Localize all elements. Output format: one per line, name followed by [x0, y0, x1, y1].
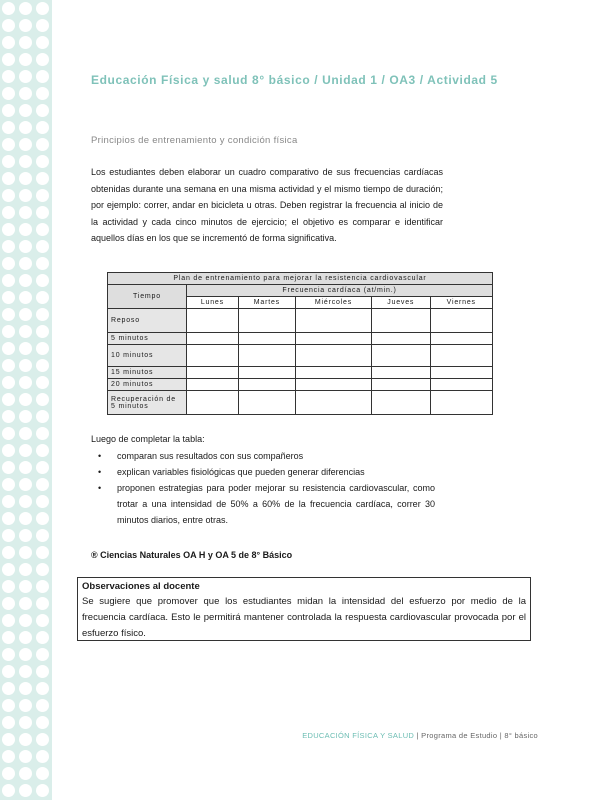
- table-row: [108, 333, 493, 345]
- list-item: [91, 448, 435, 464]
- list-item-text: explican variables fisiológicas que pueden generar diferencias: [117, 467, 365, 477]
- table-cell: [430, 345, 493, 367]
- table-cell: [371, 391, 430, 415]
- table-cell: [295, 367, 371, 379]
- decorative-dot: [2, 750, 15, 763]
- footer-separator: |: [499, 731, 502, 740]
- table-cell: [430, 333, 493, 345]
- decorative-dot: [2, 240, 15, 253]
- intro-paragraph: Los estudiantes deben elaborar un cuadro comparativo de sus frecuencias cardíacas obtenidas durante una semana en una misma actividad y el mismo tiempo de duración; por ejemplo: correr, andar en bicicleta u otras. Deben registrar la frecuencia al inicio de la actividad y cada cinco minutos de ejercicio; el objetivo es comparar e identificar aquellos días en los que se incrementó de forma significativa.: [91, 167, 443, 243]
- decorative-dot: [36, 138, 49, 151]
- decorative-dot: [19, 631, 32, 644]
- decorative-dot: [2, 733, 15, 746]
- decorative-dot: [19, 614, 32, 627]
- table-cell: [295, 379, 371, 391]
- decorative-dot: [36, 359, 49, 372]
- decorative-dot: [36, 784, 49, 797]
- column-header-day: Lunes: [187, 297, 239, 309]
- decorative-dot: [36, 410, 49, 423]
- decorative-dot: [2, 2, 15, 15]
- decorative-dot: [2, 53, 15, 66]
- decorative-dot: [36, 495, 49, 508]
- decorative-dot: [2, 359, 15, 372]
- decorative-dot: [19, 580, 32, 593]
- decorative-dot: [36, 546, 49, 559]
- decorative-dot: [2, 87, 15, 100]
- decorative-dot: [36, 529, 49, 542]
- decorative-dot: [36, 70, 49, 83]
- decorative-dot: [19, 444, 32, 457]
- table-cell: [371, 379, 430, 391]
- decorative-dot: [36, 563, 49, 576]
- decorative-dot: [2, 529, 15, 542]
- decorative-dot: [19, 206, 32, 219]
- decorative-dot: [2, 580, 15, 593]
- decorative-dot: [19, 682, 32, 695]
- decorative-dot: [19, 121, 32, 134]
- after-table-list: [91, 448, 435, 528]
- decorative-dot: [2, 257, 15, 270]
- decorative-dot: [2, 546, 15, 559]
- observations-title: Observaciones al docente: [82, 581, 200, 592]
- decorative-dot: [36, 376, 49, 389]
- decorative-dot: [2, 767, 15, 780]
- column-header-day: Viernes: [430, 297, 493, 309]
- decorative-dot: [19, 597, 32, 610]
- column-header-day: Martes: [238, 297, 295, 309]
- decorative-dot: [36, 121, 49, 134]
- decorative-dot: [2, 36, 15, 49]
- decorative-dot: [2, 512, 15, 525]
- table-cell: [187, 379, 239, 391]
- decorative-dot: [19, 155, 32, 168]
- decorative-dot: [2, 444, 15, 457]
- decorative-dot: [2, 138, 15, 151]
- decorative-dot: [19, 478, 32, 491]
- table-row: [108, 309, 493, 333]
- table-cell: [295, 309, 371, 333]
- decorative-dot: [2, 648, 15, 661]
- decorative-dot: [36, 648, 49, 661]
- decorative-dot: [36, 767, 49, 780]
- decorative-dot: [2, 155, 15, 168]
- bullet-icon: •: [98, 451, 102, 461]
- bullet-icon: •: [98, 467, 102, 477]
- footer-grade: 8° básico: [504, 731, 538, 740]
- decorative-dot: [36, 189, 49, 202]
- table-title: Plan de entrenamiento para mejorar la resistencia cardiovascular: [108, 273, 493, 285]
- decorative-dot: [19, 495, 32, 508]
- decorative-dot: [19, 172, 32, 185]
- column-header-day: Miércoles: [295, 297, 371, 309]
- decorative-dot: [2, 274, 15, 287]
- decorative-dot: [19, 563, 32, 576]
- teacher-observations-box: [77, 577, 531, 641]
- decorative-dot: [2, 427, 15, 440]
- footer-subject: EDUCACIÓN FÍSICA Y SALUD: [302, 731, 415, 740]
- decorative-dot: [2, 104, 15, 117]
- decorative-dot: [36, 631, 49, 644]
- decorative-dot: [2, 291, 15, 304]
- decorative-dot: [36, 36, 49, 49]
- list-item-text: comparan sus resultados con sus compañeros: [117, 451, 304, 461]
- table-cell: [238, 391, 295, 415]
- section-title: Principios de entrenamiento y condición física: [91, 135, 298, 146]
- decorative-dot: [19, 2, 32, 15]
- decorative-dot: [19, 546, 32, 559]
- cross-reference-note: ® Ciencias Naturales OA H y OA 5 de 8° Básico: [91, 550, 293, 560]
- table-row: [108, 379, 493, 391]
- decorative-dot: [36, 733, 49, 746]
- decorative-dot: [19, 189, 32, 202]
- table-cell: [187, 391, 239, 415]
- decorative-dot: [19, 512, 32, 525]
- decorative-dot: [36, 614, 49, 627]
- decorative-dot: [2, 597, 15, 610]
- decorative-dot: [2, 172, 15, 185]
- decorative-dot: [36, 2, 49, 15]
- table-cell: [238, 379, 295, 391]
- decorative-dot: [19, 767, 32, 780]
- decorative-dot: [36, 19, 49, 32]
- decorative-dot: [19, 257, 32, 270]
- decorative-dot: [36, 682, 49, 695]
- column-header-heart-rate: Frecuencia cardíaca (at/min.): [187, 285, 493, 297]
- decorative-dot: [36, 342, 49, 355]
- row-label: 15 minutos: [108, 367, 187, 379]
- decorative-dot: [36, 274, 49, 287]
- decorative-dot: [19, 427, 32, 440]
- table-row: [108, 367, 493, 379]
- decorative-dot: [36, 597, 49, 610]
- decorative-dot: [36, 291, 49, 304]
- table-cell: [371, 309, 430, 333]
- decorative-dot: [19, 87, 32, 100]
- decorative-dot: [2, 563, 15, 576]
- decorative-dot: [19, 376, 32, 389]
- page-footer: [302, 731, 538, 740]
- decorative-dot: [2, 631, 15, 644]
- decorative-dot: [19, 223, 32, 236]
- decorative-dot: [36, 325, 49, 338]
- decorative-dot: [19, 53, 32, 66]
- decorative-dot: [36, 240, 49, 253]
- decorative-dot: [36, 172, 49, 185]
- row-label: 20 minutos: [108, 379, 187, 391]
- decorative-dot: [19, 784, 32, 797]
- decorative-dot: [19, 648, 32, 661]
- decorative-dot: [19, 70, 32, 83]
- decorative-dot: [2, 784, 15, 797]
- decorative-dot: [2, 410, 15, 423]
- column-header-time: Tiempo: [108, 285, 187, 309]
- decorative-dot: [36, 512, 49, 525]
- decorative-dot: [19, 716, 32, 729]
- decorative-dot: [2, 206, 15, 219]
- decorative-dot: [36, 478, 49, 491]
- decorative-dot: [19, 325, 32, 338]
- decorative-dot: [36, 580, 49, 593]
- table-cell: [295, 333, 371, 345]
- table-cell: [430, 379, 493, 391]
- bullet-icon: •: [98, 483, 102, 493]
- decorative-dot: [36, 155, 49, 168]
- decorative-dot: [19, 19, 32, 32]
- page-header: Educación Física y salud 8° básico / Unidad 1 / OA3 / Actividad 5: [91, 73, 498, 87]
- table-cell: [238, 333, 295, 345]
- decorative-dot: [2, 495, 15, 508]
- decorative-dot: [2, 325, 15, 338]
- decorative-dot: [19, 410, 32, 423]
- row-label: Reposo: [108, 309, 187, 333]
- decorative-dot: [36, 750, 49, 763]
- decorative-dot: [19, 308, 32, 321]
- list-item-text: proponen estrategias para poder mejorar su resistencia cardiovascular, como trotar a una intensidad de 50% a 60% de la frecuencia cardíaca, correr 30 minutos diarios, entre otras.: [117, 483, 435, 525]
- decorative-dot: [19, 699, 32, 712]
- decorative-dot: [19, 665, 32, 678]
- table-cell: [187, 367, 239, 379]
- decorative-dot: [19, 36, 32, 49]
- row-label: Recuperación de 5 minutos: [108, 391, 187, 415]
- decorative-dot: [2, 308, 15, 321]
- decorative-dot: [36, 87, 49, 100]
- after-table-label: Luego de completar la tabla:: [91, 434, 205, 444]
- decorative-dot: [2, 223, 15, 236]
- decorative-dot: [2, 699, 15, 712]
- decorative-dot: [36, 308, 49, 321]
- column-header-day: Jueves: [371, 297, 430, 309]
- decorative-dot: [19, 359, 32, 372]
- table-cell: [430, 367, 493, 379]
- table-cell: [295, 391, 371, 415]
- observations-body: Se sugiere que promover que los estudiantes midan la intensidad del esfuerzo por medio de la frecuencia cardíaca. Esto le permitirá mantener controlada la respuesta cardiovascular provocada por el esfuerzo físico.: [82, 596, 526, 639]
- decorative-dot: [36, 53, 49, 66]
- decorative-dot: [19, 240, 32, 253]
- table-cell: [371, 345, 430, 367]
- decorative-dot: [19, 291, 32, 304]
- decorative-dot: [36, 104, 49, 117]
- footer-separator: |: [416, 731, 419, 740]
- table-row: [108, 391, 493, 415]
- decorative-dot: [19, 529, 32, 542]
- table-cell: [187, 345, 239, 367]
- row-label: 5 minutos: [108, 333, 187, 345]
- table-cell: [238, 309, 295, 333]
- decorative-dot: [36, 223, 49, 236]
- table-cell: [295, 345, 371, 367]
- decorative-dot: [19, 138, 32, 151]
- decorative-dot: [2, 121, 15, 134]
- decorative-dot: [2, 189, 15, 202]
- table-row: [108, 345, 493, 367]
- decorative-dot: [2, 665, 15, 678]
- table-cell: [371, 367, 430, 379]
- decorative-dot: [36, 665, 49, 678]
- table-cell: [430, 309, 493, 333]
- training-plan-table: [107, 272, 493, 415]
- decorative-dot: [19, 342, 32, 355]
- footer-program: Programa de Estudio: [421, 731, 498, 740]
- decorative-dot: [2, 19, 15, 32]
- table-cell: [371, 333, 430, 345]
- decorative-dot: [2, 393, 15, 406]
- side-decoration-band: [0, 0, 52, 800]
- table-cell: [430, 391, 493, 415]
- row-label: 10 minutos: [108, 345, 187, 367]
- decorative-dot: [36, 444, 49, 457]
- decorative-dot: [2, 478, 15, 491]
- decorative-dot: [36, 716, 49, 729]
- decorative-dot: [36, 206, 49, 219]
- decorative-dot: [2, 376, 15, 389]
- list-item: [91, 480, 435, 528]
- decorative-dot: [2, 614, 15, 627]
- decorative-dot: [2, 716, 15, 729]
- decorative-dot: [19, 104, 32, 117]
- decorative-dot: [2, 682, 15, 695]
- decorative-dot: [19, 393, 32, 406]
- decorative-dot: [2, 461, 15, 474]
- table-cell: [238, 367, 295, 379]
- decorative-dot: [36, 461, 49, 474]
- decorative-dot: [19, 461, 32, 474]
- decorative-dot: [19, 733, 32, 746]
- list-item: [91, 464, 435, 480]
- table-cell: [187, 309, 239, 333]
- decorative-dot: [2, 70, 15, 83]
- decorative-dot: [36, 393, 49, 406]
- decorative-dot: [36, 699, 49, 712]
- decorative-dot: [19, 750, 32, 763]
- decorative-dot: [2, 342, 15, 355]
- decorative-dot: [36, 427, 49, 440]
- table-cell: [187, 333, 239, 345]
- decorative-dot: [19, 274, 32, 287]
- decorative-dot: [36, 257, 49, 270]
- table-cell: [238, 345, 295, 367]
